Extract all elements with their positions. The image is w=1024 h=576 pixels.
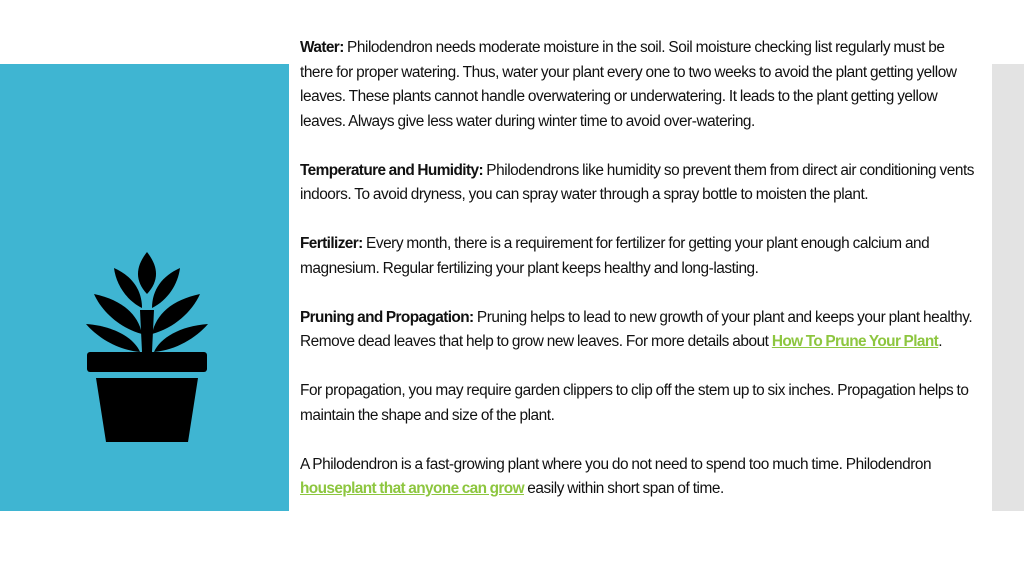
- image-panel: [0, 64, 289, 511]
- closing-after: easily within short span of time.: [523, 480, 724, 497]
- propagation-text: For propagation, you may require garden clippers to clip off the stem up to six inches. Propagation helps to maintain the shape and size of the plant.: [300, 382, 969, 424]
- closing-text: A Philodendron is a fast-growing plant where you do not need to spend too much time. Philodendron: [300, 455, 932, 473]
- water-paragraph: [300, 36, 980, 134]
- pruning-after: .: [938, 333, 943, 350]
- fertilizer-text: Every month, there is a requirement for fertilizer for getting your plant enough calcium and magnesium. Regular fertilizing your plant keeps healthy and long-lasting.: [300, 235, 930, 277]
- prune-link[interactable]: How To Prune Your Plant: [771, 333, 939, 350]
- article-content: [300, 36, 980, 526]
- fertilizer-paragraph: [300, 232, 980, 281]
- temperature-text: Philodendrons like humidity so prevent them from direct air conditioning vents indoors. To avoid dryness, you can spray water through a spray bottle to moisten the plant.: [300, 161, 975, 203]
- potted-plant-icon: [84, 252, 210, 442]
- temperature-paragraph: [300, 159, 980, 208]
- pruning-heading: Pruning and Propagation:: [300, 308, 474, 326]
- water-text: Philodendron needs moderate moisture in the soil. Soil moisture checking list regularly must be there for proper watering. Thus, water your plant every one to two weeks to avoid the plant getting yellow leaves. These plants cannot handle overwatering or underwatering. It leads to the plant getting yellow leaves. Always give less water during winter time to avoid over-watering.: [300, 39, 957, 130]
- scrollbar-track[interactable]: [992, 64, 1024, 511]
- pruning-text: Pruning helps to lead to new growth of your plant and keeps your plant healthy. Remove dead leaves that help to grow new leaves. For more details about: [300, 308, 973, 350]
- water-heading: Water:: [300, 39, 344, 56]
- closing-paragraph: [300, 453, 980, 502]
- propagation-paragraph: [300, 379, 980, 428]
- temperature-heading: Temperature and Humidity:: [300, 161, 483, 179]
- houseplant-link[interactable]: houseplant that anyone can grow: [300, 480, 524, 497]
- fertilizer-heading: Fertilizer:: [300, 235, 363, 252]
- pruning-paragraph: [300, 306, 980, 355]
